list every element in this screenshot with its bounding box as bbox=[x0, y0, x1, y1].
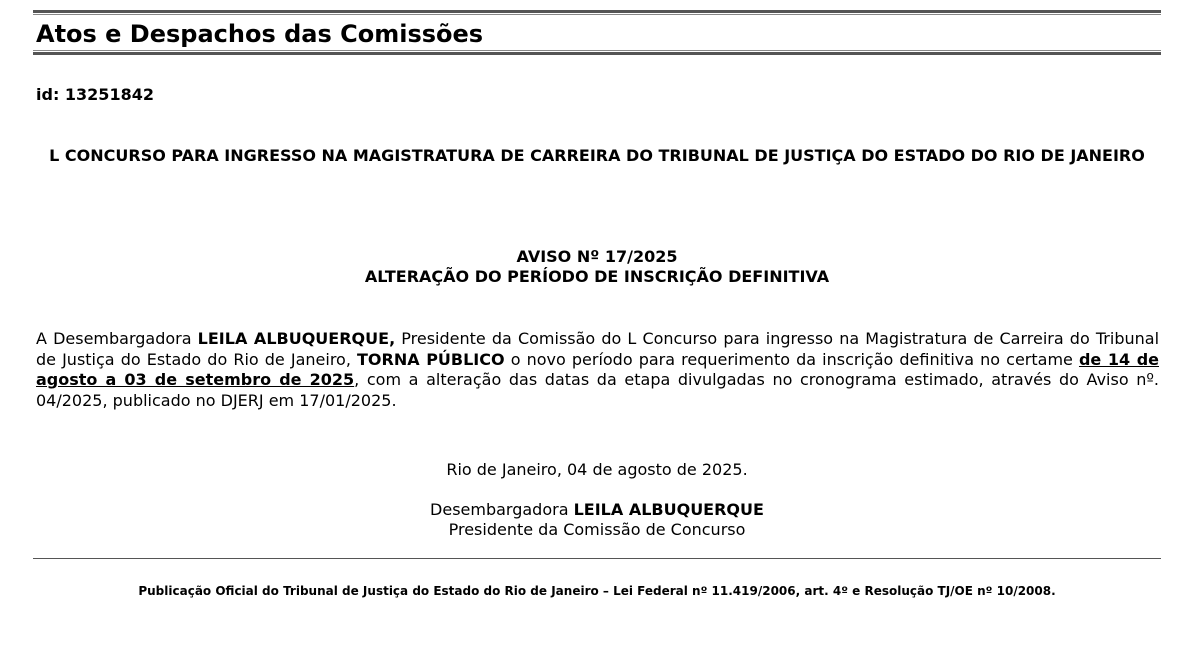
footer-text: Publicação Oficial do Tribunal de Justiça do Estado do Rio de Janeiro – Lei Federal nº 11.419/2006, art. 4º e Resolução TJ/OE nº 10/2008. bbox=[138, 584, 1056, 598]
footer-rule bbox=[33, 558, 1161, 559]
place-date: Rio de Janeiro, 04 de agosto de 2025. bbox=[446, 460, 748, 479]
notice-subject: ALTERAÇÃO DO PERÍODO DE INSCRIÇÃO DEFINITIVA bbox=[364, 267, 830, 286]
body-name: LEILA ALBUQUERQUE, bbox=[197, 329, 396, 348]
signature-prefix: Desembargadora bbox=[430, 500, 574, 519]
signature-line bbox=[33, 500, 1161, 520]
section-title: Atos e Despachos das Comissões bbox=[36, 20, 484, 48]
signature-block bbox=[33, 500, 1161, 540]
signature-name: LEILA ALBUQUERQUE bbox=[573, 500, 764, 519]
body-part-3: o novo período para requerimento da inscrição definitiva no certame bbox=[504, 349, 1079, 369]
document-id: id: 13251842 bbox=[36, 85, 154, 104]
contest-title: L CONCURSO PARA INGRESSO NA MAGISTRATURA DE CARREIRA DO TRIBUNAL DE JUSTIÇA DO ESTADO DO RIO DE JANEIRO bbox=[49, 146, 1145, 165]
body-part-4: , com a alteração das datas da etapa divulgadas no cronograma estimado, através do Aviso nº. 04/2025, publicado no DJERJ em 17/01/2025. bbox=[36, 370, 1159, 410]
body-period: de 14 de agosto a 03 de setembro de 2025 bbox=[36, 349, 1159, 389]
signature-role: Presidente da Comissão de Concurso bbox=[448, 520, 746, 539]
header-rule-top bbox=[33, 10, 1161, 15]
body-action: TORNA PÚBLICO bbox=[357, 349, 505, 369]
notice-number: AVISO Nº 17/2025 bbox=[516, 247, 678, 266]
notice-body bbox=[36, 329, 1159, 411]
body-part-1: A Desembargadora bbox=[36, 329, 198, 348]
notice-heading bbox=[33, 247, 1161, 287]
body-part-2: Presidente da Comissão do L Concurso para ingresso na Magistratura de Carreira do Tribunal de Justiça do Estado do Rio de Janeiro, bbox=[36, 329, 1160, 369]
document-page bbox=[33, 10, 1161, 598]
header-rule-bottom bbox=[33, 50, 1161, 55]
